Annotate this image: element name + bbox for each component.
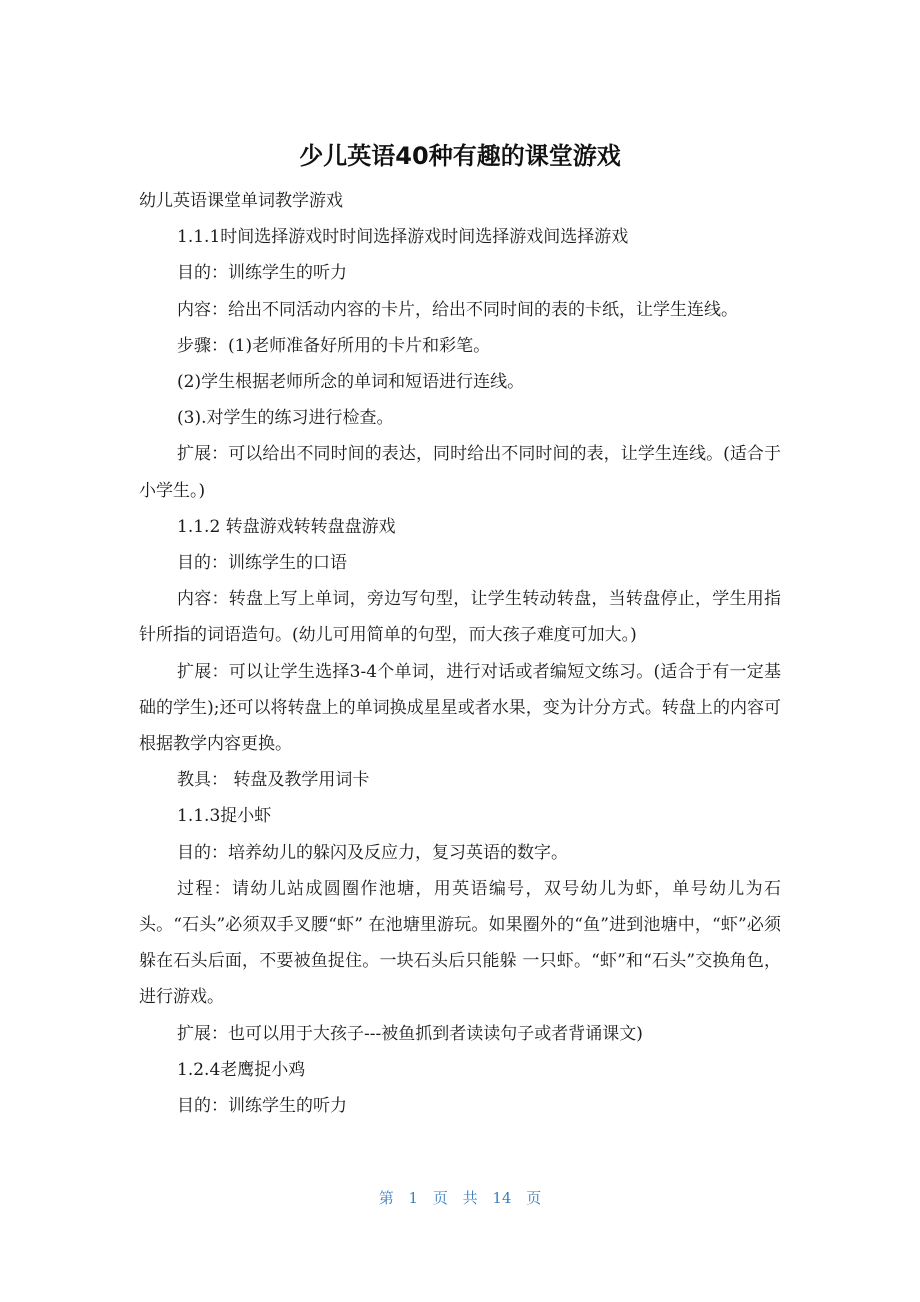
subsection-heading: 1.2.4老鹰捉小鸡 bbox=[177, 1059, 306, 1080]
subsection-heading: 1.1.2 转盘游戏转转盘盘游戏 bbox=[177, 516, 396, 537]
paragraph: 扩展：也可以用于大孩子---被鱼抓到者读读句子或者背诵课文) bbox=[177, 1023, 643, 1044]
page-title: 少儿英语40种有趣的课堂游戏 bbox=[299, 142, 621, 170]
paragraph: 目的：训练学生的口语 bbox=[177, 553, 347, 574]
subsection-heading: 1.1.3捉小虾 bbox=[177, 806, 272, 827]
paragraph: 过程：请幼儿站成圆圈作池塘，用英语编号，双号幼儿为虾，单号幼儿为石头。“石头”必须双手叉腰“虾” 在池塘里游玩。如果圈外的“鱼”进到池塘中，“虾”必须躲在石头后面，不要被鱼捉住。一块石头后只能躲 一只虾。“虾”和“石头”交换角色，进行游戏。 bbox=[139, 878, 781, 1008]
paragraph: 目的：训练学生的听力 bbox=[177, 263, 347, 284]
paragraph: 步骤：(1)老师准备好所用的卡片和彩笔。 bbox=[177, 335, 491, 356]
paragraph: 目的：培养幼儿的躲闪及反应力，复习英语的数字。 bbox=[177, 842, 568, 863]
paragraph: 扩展：可以给出不同时间的表达，同时给出不同时间的表，让学生连线。(适合于小学生。) bbox=[139, 444, 781, 501]
paragraph: 教具： 转盘及教学用词卡 bbox=[177, 770, 370, 791]
paragraph: (2)学生根据老师所念的单词和短语进行连线。 bbox=[177, 372, 525, 393]
page-number-footer: 第 1 页 共 14 页 bbox=[378, 1189, 542, 1207]
paragraph: (3).对学生的练习进行检查。 bbox=[177, 408, 394, 429]
paragraph: 内容：给出不同活动内容的卡片，给出不同时间的表的卡纸，让学生连线。 bbox=[177, 299, 738, 320]
paragraph: 扩展：可以让学生选择3-4个单词，进行对话或者编短文练习。(适合于有一定基础的学生);还可以将转盘上的单词换成星星或者水果，变为计分方式。转盘上的内容可根据教学内容更换。 bbox=[139, 661, 781, 755]
paragraph: 内容：转盘上写上单词，旁边写句型，让学生转动转盘，当转盘停止，学生用指针所指的词语造句。(幼儿可用简单的句型，而大孩子难度可加大。) bbox=[139, 589, 781, 646]
paragraph: 目的：训练学生的听力 bbox=[177, 1096, 347, 1117]
subsection-heading: 1.1.1时间选择游戏时时间选择游戏时间选择游戏间选择游戏 bbox=[177, 227, 629, 248]
document-body bbox=[139, 183, 781, 1124]
section-heading: 幼儿英语课堂单词教学游戏 bbox=[139, 191, 343, 211]
